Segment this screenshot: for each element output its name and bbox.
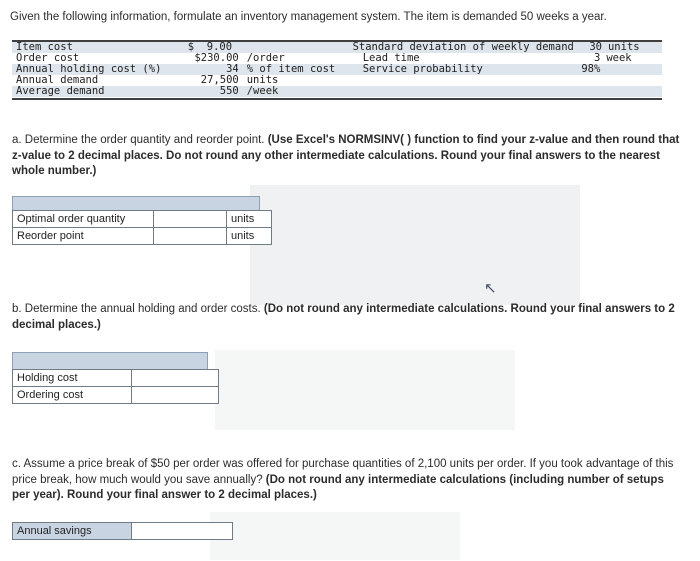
std-dev-unit: units — [607, 41, 640, 53]
item-cost-label: Item cost — [16, 41, 73, 53]
data-row — [12, 64, 662, 75]
item-cost-value: $ 9.00 — [187, 41, 233, 53]
question-b-text — [12, 302, 684, 333]
given-data-table — [12, 40, 662, 100]
annual-demand-value: 27,500 — [200, 74, 239, 86]
intro-text: Given the following information, formulate an inventory management system. The item is demanded 50 weeks a year. — [10, 11, 607, 23]
reorder-point-unit: units — [227, 228, 272, 245]
std-dev-value: 30 — [589, 41, 602, 53]
question-c-bold: (Do not round any intermediate calculations (including number of setups per year). Round your final answer to 2 decimal places.) — [12, 473, 664, 501]
holding-cost-input[interactable] — [132, 370, 219, 387]
blank-label — [363, 75, 539, 86]
answer-table-b-header — [12, 352, 208, 370]
order-cost-label: Order cost — [16, 52, 80, 64]
ordering-cost-input[interactable] — [132, 387, 219, 404]
scan-artifact — [210, 512, 460, 560]
reorder-point-input[interactable] — [154, 228, 227, 245]
optimal-order-quantity-label: Optimal order quantity — [13, 211, 154, 228]
table-row — [13, 387, 219, 404]
annual-demand-unit: units — [246, 74, 279, 86]
annual-demand-label: Annual demand — [16, 74, 99, 86]
average-demand-unit: /week — [246, 85, 279, 97]
question-b-bold: (Do not round any intermediate calculations. Round your final answers to 2 decimal places.) — [12, 303, 675, 331]
holding-cost-pct-value: 34 — [226, 63, 239, 75]
mouse-cursor-icon: ↖ — [484, 280, 497, 297]
blank-label — [363, 86, 539, 97]
table-row — [13, 523, 233, 540]
answer-table-b — [12, 369, 219, 404]
service-prob-label: Service probability — [362, 63, 483, 75]
lead-time-value: 3 — [593, 52, 601, 64]
answer-table-c — [12, 522, 233, 540]
data-row — [12, 75, 662, 86]
table-row — [13, 370, 219, 387]
data-row — [12, 86, 662, 97]
holding-cost-label: Holding cost — [13, 370, 132, 387]
service-prob-unit — [600, 64, 662, 75]
annual-savings-input[interactable] — [132, 523, 233, 540]
ordering-cost-label: Ordering cost — [13, 387, 132, 404]
holding-cost-pct-label: Annual holding cost (%) — [16, 63, 162, 75]
optimal-order-quantity-unit: units — [227, 211, 272, 228]
question-a-bold: (Use Excel's NORMSINV( ) function to find your z-value and then round that z-value to 2 decimal places. Do not round any other intermediate calculations. Round your final answers to the nearest whole number.) — [12, 134, 680, 177]
answer-table-a — [12, 210, 272, 245]
question-a-lead: a. Determine the order quantity and reorder point. — [12, 134, 265, 146]
data-row — [12, 42, 662, 53]
question-a-text — [12, 133, 684, 180]
question-c-lead: c. Assume a price break of $50 per order was offered for purchase quantities of 2,100 units per order. If you took advantage of this price break, how much would you save annually? — [12, 458, 674, 486]
scan-artifact — [215, 350, 515, 430]
holding-cost-pct-unit: % of item cost — [246, 63, 336, 75]
question-c-text — [12, 457, 684, 504]
annual-savings-label: Annual savings — [13, 523, 132, 540]
blank-value — [539, 86, 600, 97]
question-b-lead: b. Determine the annual holding and order costs. — [12, 303, 261, 315]
order-cost-unit: /order — [246, 52, 285, 64]
blank-value — [539, 75, 600, 86]
service-prob-value: 98% — [581, 63, 601, 75]
lead-time-label: Lead time — [362, 52, 420, 64]
order-cost-value: $230.00 — [194, 52, 239, 64]
optimal-order-quantity-input[interactable] — [154, 211, 227, 228]
table-row — [13, 211, 272, 228]
blank-unit — [600, 86, 662, 97]
reorder-point-label: Reorder point — [13, 228, 154, 245]
table-bottom-rule — [12, 98, 662, 100]
table-row — [13, 228, 272, 245]
average-demand-value: 550 — [219, 85, 239, 97]
average-demand-label: Average demand — [16, 85, 105, 97]
blank-unit — [600, 75, 662, 86]
scan-artifact — [250, 185, 580, 305]
lead-time-unit: week — [606, 52, 632, 64]
std-dev-label: Standard deviation of weekly demand — [352, 41, 574, 53]
